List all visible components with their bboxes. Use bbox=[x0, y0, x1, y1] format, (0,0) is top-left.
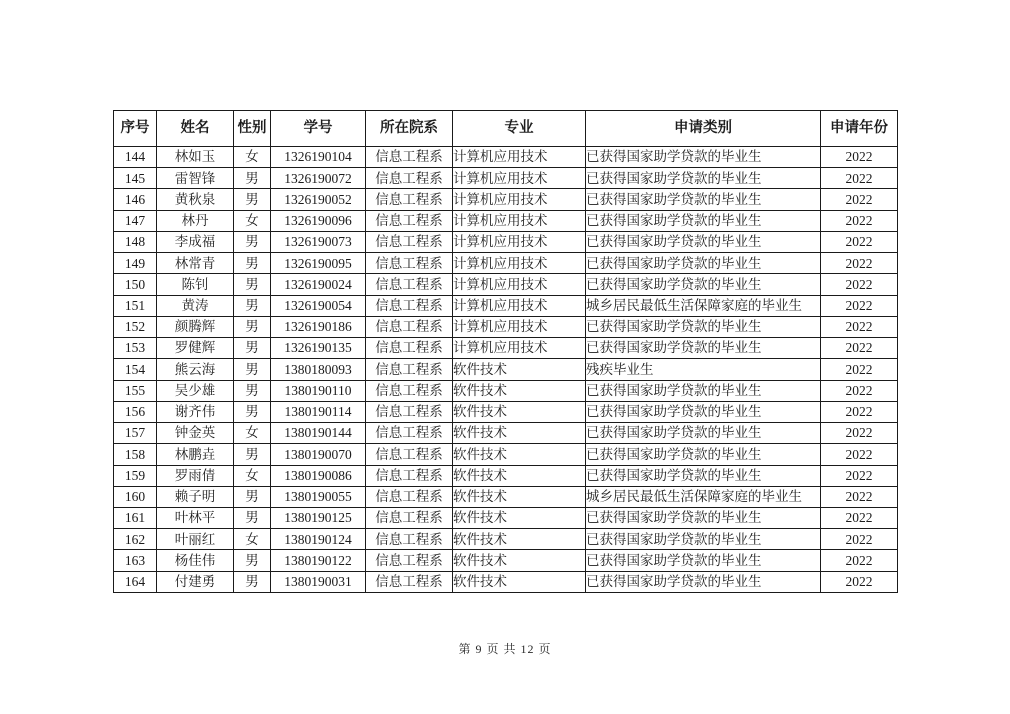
student-roster-table bbox=[113, 110, 898, 593]
table-cell: 158 bbox=[114, 444, 157, 465]
table-cell: 男 bbox=[234, 274, 271, 295]
table-cell: 已获得国家助学贷款的毕业生 bbox=[586, 316, 821, 337]
table-cell: 1380190086 bbox=[271, 465, 366, 486]
table-cell: 城乡居民最低生活保障家庭的毕业生 bbox=[586, 295, 821, 316]
table-row bbox=[114, 486, 898, 507]
table-cell: 黄涛 bbox=[157, 295, 234, 316]
table-cell: 软件技术 bbox=[453, 359, 586, 380]
table-cell: 女 bbox=[234, 465, 271, 486]
table-cell: 1380190124 bbox=[271, 529, 366, 550]
table-cell: 1326190096 bbox=[271, 210, 366, 231]
table-cell: 1380190070 bbox=[271, 444, 366, 465]
table-cell: 罗健辉 bbox=[157, 338, 234, 359]
table-cell: 赖子明 bbox=[157, 486, 234, 507]
table-header-row bbox=[114, 111, 898, 147]
table-cell: 信息工程系 bbox=[366, 380, 453, 401]
table-cell: 1326190024 bbox=[271, 274, 366, 295]
table-cell: 2022 bbox=[821, 210, 898, 231]
table-cell: 信息工程系 bbox=[366, 550, 453, 571]
table-cell: 1380190122 bbox=[271, 550, 366, 571]
table-cell: 软件技术 bbox=[453, 529, 586, 550]
table-cell: 信息工程系 bbox=[366, 465, 453, 486]
table-row bbox=[114, 401, 898, 422]
table-cell: 2022 bbox=[821, 401, 898, 422]
table-cell: 2022 bbox=[821, 295, 898, 316]
table-cell: 男 bbox=[234, 550, 271, 571]
table-row bbox=[114, 444, 898, 465]
table-cell: 1380190144 bbox=[271, 423, 366, 444]
table-cell: 144 bbox=[114, 147, 157, 168]
table-row bbox=[114, 465, 898, 486]
table-cell: 信息工程系 bbox=[366, 253, 453, 274]
table-cell: 男 bbox=[234, 359, 271, 380]
table-cell: 1326190104 bbox=[271, 147, 366, 168]
column-header: 申请年份 bbox=[821, 111, 898, 147]
table-row bbox=[114, 380, 898, 401]
table-cell: 林丹 bbox=[157, 210, 234, 231]
table-cell: 计算机应用技术 bbox=[453, 274, 586, 295]
table-cell: 已获得国家助学贷款的毕业生 bbox=[586, 338, 821, 359]
table-cell: 151 bbox=[114, 295, 157, 316]
table-cell: 残疾毕业生 bbox=[586, 359, 821, 380]
table-cell: 1326190072 bbox=[271, 168, 366, 189]
table-cell: 2022 bbox=[821, 380, 898, 401]
table-cell: 已获得国家助学贷款的毕业生 bbox=[586, 189, 821, 210]
table-cell: 钟金英 bbox=[157, 423, 234, 444]
table-cell: 杨佳伟 bbox=[157, 550, 234, 571]
table-cell: 软件技术 bbox=[453, 444, 586, 465]
table-cell: 148 bbox=[114, 231, 157, 252]
table-cell: 软件技术 bbox=[453, 380, 586, 401]
table-cell: 已获得国家助学贷款的毕业生 bbox=[586, 550, 821, 571]
table-cell: 男 bbox=[234, 486, 271, 507]
table-cell: 2022 bbox=[821, 274, 898, 295]
table-cell: 1326190052 bbox=[271, 189, 366, 210]
table-cell: 2022 bbox=[821, 253, 898, 274]
column-header: 性别 bbox=[234, 111, 271, 147]
table-cell: 陈钊 bbox=[157, 274, 234, 295]
page-number: 第 9 页 共 12 页 bbox=[458, 642, 552, 656]
table-cell: 男 bbox=[234, 253, 271, 274]
table-cell: 男 bbox=[234, 401, 271, 422]
table-cell: 已获得国家助学贷款的毕业生 bbox=[586, 423, 821, 444]
table-cell: 153 bbox=[114, 338, 157, 359]
table-cell: 叶丽红 bbox=[157, 529, 234, 550]
table-cell: 熊云海 bbox=[157, 359, 234, 380]
table-cell: 已获得国家助学贷款的毕业生 bbox=[586, 444, 821, 465]
table-cell: 1380190031 bbox=[271, 571, 366, 592]
table-cell: 女 bbox=[234, 529, 271, 550]
table-cell: 计算机应用技术 bbox=[453, 253, 586, 274]
table-cell: 计算机应用技术 bbox=[453, 147, 586, 168]
table-cell: 已获得国家助学贷款的毕业生 bbox=[586, 210, 821, 231]
table-row bbox=[114, 210, 898, 231]
table-cell: 1326190073 bbox=[271, 231, 366, 252]
table-row bbox=[114, 529, 898, 550]
table-cell: 2022 bbox=[821, 465, 898, 486]
table-cell: 2022 bbox=[821, 423, 898, 444]
table-cell: 2022 bbox=[821, 359, 898, 380]
table-cell: 计算机应用技术 bbox=[453, 338, 586, 359]
table-row bbox=[114, 295, 898, 316]
table-cell: 男 bbox=[234, 507, 271, 528]
table-cell: 计算机应用技术 bbox=[453, 231, 586, 252]
table-cell: 软件技术 bbox=[453, 465, 586, 486]
table-cell: 161 bbox=[114, 507, 157, 528]
table-cell: 颜腾辉 bbox=[157, 316, 234, 337]
table-cell: 2022 bbox=[821, 444, 898, 465]
table-cell: 2022 bbox=[821, 147, 898, 168]
table-cell: 1380190125 bbox=[271, 507, 366, 528]
table-cell: 162 bbox=[114, 529, 157, 550]
table-row bbox=[114, 423, 898, 444]
table-cell: 谢齐伟 bbox=[157, 401, 234, 422]
table-row bbox=[114, 507, 898, 528]
table-cell: 160 bbox=[114, 486, 157, 507]
table-cell: 男 bbox=[234, 168, 271, 189]
column-header: 所在院系 bbox=[366, 111, 453, 147]
table-cell: 黄秋泉 bbox=[157, 189, 234, 210]
table-row bbox=[114, 231, 898, 252]
table-row bbox=[114, 253, 898, 274]
table-cell: 145 bbox=[114, 168, 157, 189]
table-cell: 1380190055 bbox=[271, 486, 366, 507]
table-cell: 1380190114 bbox=[271, 401, 366, 422]
table-row bbox=[114, 147, 898, 168]
table-cell: 已获得国家助学贷款的毕业生 bbox=[586, 147, 821, 168]
table-cell: 林常青 bbox=[157, 253, 234, 274]
table-cell: 叶林平 bbox=[157, 507, 234, 528]
table-cell: 信息工程系 bbox=[366, 359, 453, 380]
table-row bbox=[114, 189, 898, 210]
table-cell: 2022 bbox=[821, 571, 898, 592]
table-cell: 已获得国家助学贷款的毕业生 bbox=[586, 380, 821, 401]
table-cell: 已获得国家助学贷款的毕业生 bbox=[586, 465, 821, 486]
table-cell: 信息工程系 bbox=[366, 231, 453, 252]
table-cell: 计算机应用技术 bbox=[453, 168, 586, 189]
table-cell: 信息工程系 bbox=[366, 571, 453, 592]
table-cell: 信息工程系 bbox=[366, 147, 453, 168]
table-cell: 2022 bbox=[821, 316, 898, 337]
table-cell: 林鹏垚 bbox=[157, 444, 234, 465]
table-row bbox=[114, 274, 898, 295]
table-cell: 信息工程系 bbox=[366, 401, 453, 422]
table-cell: 2022 bbox=[821, 486, 898, 507]
table-cell: 156 bbox=[114, 401, 157, 422]
table-cell: 1326190186 bbox=[271, 316, 366, 337]
table-cell: 计算机应用技术 bbox=[453, 316, 586, 337]
table-cell: 已获得国家助学贷款的毕业生 bbox=[586, 274, 821, 295]
table-cell: 女 bbox=[234, 423, 271, 444]
table-cell: 已获得国家助学贷款的毕业生 bbox=[586, 231, 821, 252]
table-cell: 男 bbox=[234, 231, 271, 252]
table-cell: 男 bbox=[234, 295, 271, 316]
table-cell: 146 bbox=[114, 189, 157, 210]
table-row bbox=[114, 338, 898, 359]
table-cell: 2022 bbox=[821, 529, 898, 550]
table-cell: 软件技术 bbox=[453, 507, 586, 528]
table-cell: 软件技术 bbox=[453, 423, 586, 444]
table-cell: 男 bbox=[234, 380, 271, 401]
table-cell: 164 bbox=[114, 571, 157, 592]
table-cell: 147 bbox=[114, 210, 157, 231]
table-row bbox=[114, 550, 898, 571]
table-cell: 男 bbox=[234, 316, 271, 337]
table-cell: 159 bbox=[114, 465, 157, 486]
table-cell: 1380190110 bbox=[271, 380, 366, 401]
table-cell: 付建勇 bbox=[157, 571, 234, 592]
table-cell: 雷智锋 bbox=[157, 168, 234, 189]
table-cell: 1326190054 bbox=[271, 295, 366, 316]
table-cell: 信息工程系 bbox=[366, 316, 453, 337]
table-cell: 软件技术 bbox=[453, 550, 586, 571]
column-header: 姓名 bbox=[157, 111, 234, 147]
table-cell: 男 bbox=[234, 571, 271, 592]
table-cell: 信息工程系 bbox=[366, 338, 453, 359]
table-cell: 信息工程系 bbox=[366, 168, 453, 189]
table-cell: 已获得国家助学贷款的毕业生 bbox=[586, 401, 821, 422]
table-cell: 信息工程系 bbox=[366, 507, 453, 528]
table-cell: 软件技术 bbox=[453, 401, 586, 422]
table-cell: 罗雨倩 bbox=[157, 465, 234, 486]
table-cell: 林如玉 bbox=[157, 147, 234, 168]
table-cell: 152 bbox=[114, 316, 157, 337]
table-cell: 2022 bbox=[821, 507, 898, 528]
table-cell: 男 bbox=[234, 444, 271, 465]
table-cell: 1380180093 bbox=[271, 359, 366, 380]
table-cell: 已获得国家助学贷款的毕业生 bbox=[586, 571, 821, 592]
table-cell: 计算机应用技术 bbox=[453, 295, 586, 316]
table-cell: 2022 bbox=[821, 168, 898, 189]
table-cell: 李成福 bbox=[157, 231, 234, 252]
table-cell: 信息工程系 bbox=[366, 486, 453, 507]
table-cell: 信息工程系 bbox=[366, 295, 453, 316]
table-cell: 149 bbox=[114, 253, 157, 274]
table-row bbox=[114, 168, 898, 189]
column-header: 序号 bbox=[114, 111, 157, 147]
table-row bbox=[114, 571, 898, 592]
table-cell: 157 bbox=[114, 423, 157, 444]
table-cell: 信息工程系 bbox=[366, 529, 453, 550]
table-cell: 已获得国家助学贷款的毕业生 bbox=[586, 529, 821, 550]
column-header: 学号 bbox=[271, 111, 366, 147]
table-cell: 163 bbox=[114, 550, 157, 571]
table-cell: 男 bbox=[234, 338, 271, 359]
table-cell: 已获得国家助学贷款的毕业生 bbox=[586, 253, 821, 274]
table-cell: 2022 bbox=[821, 231, 898, 252]
table-cell: 吴少雄 bbox=[157, 380, 234, 401]
table-cell: 信息工程系 bbox=[366, 423, 453, 444]
table-cell: 软件技术 bbox=[453, 486, 586, 507]
table-cell: 男 bbox=[234, 189, 271, 210]
table-cell: 城乡居民最低生活保障家庭的毕业生 bbox=[586, 486, 821, 507]
table-cell: 2022 bbox=[821, 550, 898, 571]
table-cell: 女 bbox=[234, 147, 271, 168]
table-cell: 信息工程系 bbox=[366, 210, 453, 231]
table-cell: 154 bbox=[114, 359, 157, 380]
column-header: 专业 bbox=[453, 111, 586, 147]
column-header: 申请类别 bbox=[586, 111, 821, 147]
table-row bbox=[114, 359, 898, 380]
table-cell: 1326190095 bbox=[271, 253, 366, 274]
table-cell: 150 bbox=[114, 274, 157, 295]
table-cell: 已获得国家助学贷款的毕业生 bbox=[586, 507, 821, 528]
table-cell: 2022 bbox=[821, 338, 898, 359]
table-cell: 信息工程系 bbox=[366, 189, 453, 210]
table-cell: 信息工程系 bbox=[366, 274, 453, 295]
table-cell: 1326190135 bbox=[271, 338, 366, 359]
table-cell: 计算机应用技术 bbox=[453, 189, 586, 210]
table-cell: 软件技术 bbox=[453, 571, 586, 592]
table-cell: 信息工程系 bbox=[366, 444, 453, 465]
table-cell: 已获得国家助学贷款的毕业生 bbox=[586, 168, 821, 189]
table-cell: 计算机应用技术 bbox=[453, 210, 586, 231]
table-cell: 2022 bbox=[821, 189, 898, 210]
table-cell: 女 bbox=[234, 210, 271, 231]
table-body bbox=[114, 147, 898, 593]
table-row bbox=[114, 316, 898, 337]
table-cell: 155 bbox=[114, 380, 157, 401]
